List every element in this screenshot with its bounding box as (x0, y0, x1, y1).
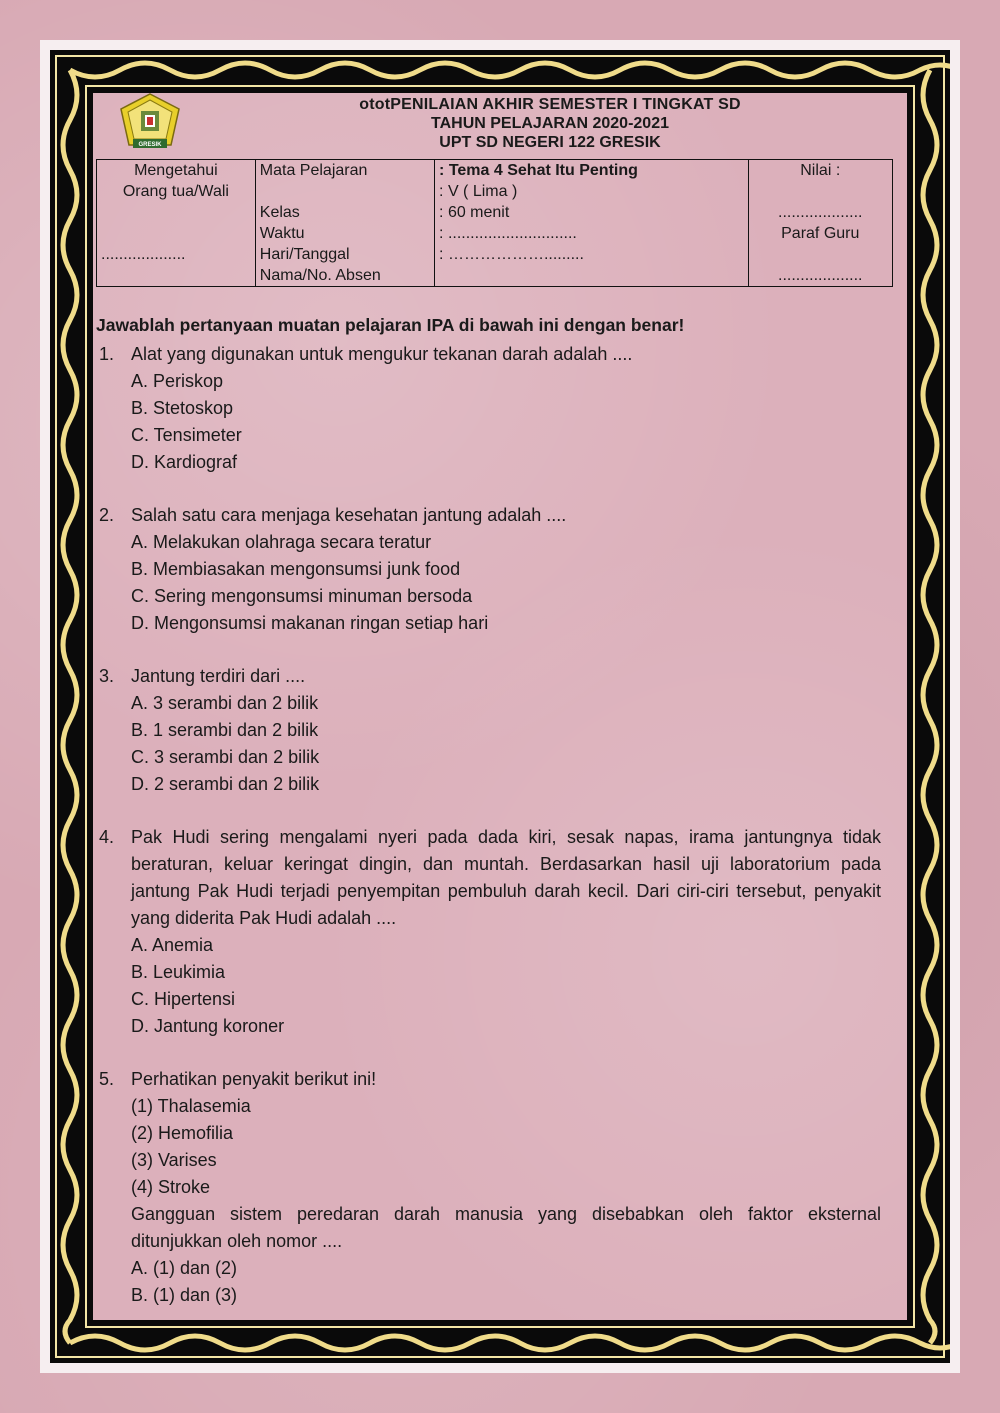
option-b: B. Membiasakan mengonsumsi junk food (131, 559, 461, 579)
option-c: C. Sering mengonsumsi minuman bersoda (131, 586, 473, 606)
list-item: (1) Thalasemia (131, 1096, 251, 1116)
teacher-initial-label: Paraf Guru (781, 225, 860, 242)
list-item: (4) Stroke (131, 1177, 211, 1197)
grade-cell (748, 160, 892, 287)
value-subject: : Tema 4 Sehat Itu Penting (439, 162, 638, 179)
question-text: Alat yang digunakan untuk mengukur tekanan darah adalah .... (131, 344, 633, 364)
question-number: 1. (99, 344, 115, 364)
question-2 (99, 502, 881, 637)
question-number: 3. (99, 666, 115, 686)
field-values-cell (435, 160, 748, 287)
label-subject: Mata Pelajaran (259, 162, 368, 179)
label-date: Hari/Tanggal (259, 246, 350, 263)
parent-label-2: Orang tua/Wali (122, 183, 229, 200)
option-c: C. Hipertensi (131, 989, 236, 1009)
title-line-3: UPT SD NEGERI 122 GRESIK (439, 134, 661, 151)
option-d: D. 2 serambi dan 2 bilik (131, 774, 320, 794)
question-number: 2. (99, 505, 115, 525)
option-a: A. 3 serambi dan 2 bilik (131, 693, 319, 713)
parent-label-1: Mengetahui (134, 162, 218, 179)
list-item: (2) Hemofilia (131, 1123, 234, 1143)
label-name: Nama/No. Absen (259, 267, 381, 284)
option-b: B. Leukimia (131, 962, 226, 982)
option-b: B. Stetoskop (131, 398, 234, 418)
exam-header (93, 95, 907, 152)
question-text: Pak Hudi sering mengalami nyeri pada dada kiri, sesak napas, irama jantungnya tidak beraturan, keluar keringat dingin, dan muntah. Berdasarkan hasil uji laboratorium pada jantung Pak Hudi terjadi penyempitan pembuluh darah kecil. Dari ciri-ciri tersebut, penyakit yang diderita Pak Hudi adalah .... (131, 827, 881, 928)
value-name-blank (439, 265, 743, 286)
question-text: Perhatikan penyakit berikut ini! (131, 1069, 377, 1089)
info-table (96, 159, 893, 287)
exam-sheet (93, 93, 907, 1320)
option-b: B. 1 serambi dan 2 bilik (131, 720, 319, 740)
option-c: C. Tensimeter (131, 425, 242, 445)
instruction: Jawablah pertanyaan muatan pelajaran IPA di bawah ini dengan benar! (96, 315, 685, 335)
label-class: Kelas (259, 204, 300, 221)
parent-signature-cell (97, 160, 256, 287)
question-1 (99, 341, 881, 476)
title-line-1: ototPENILAIAN AKHIR SEMESTER I TINGKAT SD (359, 96, 741, 113)
question-4 (99, 824, 881, 1040)
field-labels-cell (255, 160, 434, 287)
value-class: : V ( Lima ) (439, 183, 518, 200)
question-list (99, 341, 881, 1335)
option-a: A. Periskop (131, 371, 224, 391)
option-a: A. Anemia (131, 935, 214, 955)
option-c: C. 3 serambi dan 2 bilik (131, 747, 320, 767)
question-text: Salah satu cara menjaga kesehatan jantung adalah .... (131, 505, 567, 525)
list-item: (3) Varises (131, 1150, 217, 1170)
option-b: B. (1) dan (3) (131, 1285, 238, 1305)
parent-signature-line: ................... (101, 246, 186, 263)
question-text: Jantung terdiri dari .... (131, 666, 306, 686)
value-time-blank: : ............................. (439, 225, 577, 242)
question-number: 5. (99, 1069, 115, 1089)
option-d: D. Kardiograf (131, 452, 238, 472)
label-blank (260, 181, 430, 202)
value-date-blank: : ………………......... (439, 246, 584, 263)
question-3 (99, 663, 881, 798)
option-a: A. (1) dan (2) (131, 1258, 238, 1278)
option-d: D. Jantung koroner (131, 1016, 285, 1036)
grade-line: ................... (778, 204, 863, 221)
value-duration: : 60 menit (439, 204, 510, 221)
question-number: 4. (99, 827, 115, 847)
logo-label: GRESIK (138, 142, 162, 148)
label-time: Waktu (259, 225, 305, 242)
title-line-2: TAHUN PELAJARAN 2020-2021 (431, 115, 669, 132)
option-a: A. Melakukan olahraga secara teratur (131, 532, 432, 552)
question-text-2: Gangguan sistem peredaran darah manusia yang disebabkan oleh faktor eksternal ditunjukkan oleh nomor .... (131, 1204, 881, 1251)
teacher-initial-line: ................... (778, 267, 863, 284)
option-d: D. Mengonsumsi makanan ringan setiap hari (131, 613, 489, 633)
question-5 (99, 1066, 881, 1309)
grade-label: Nilai : (800, 162, 841, 179)
